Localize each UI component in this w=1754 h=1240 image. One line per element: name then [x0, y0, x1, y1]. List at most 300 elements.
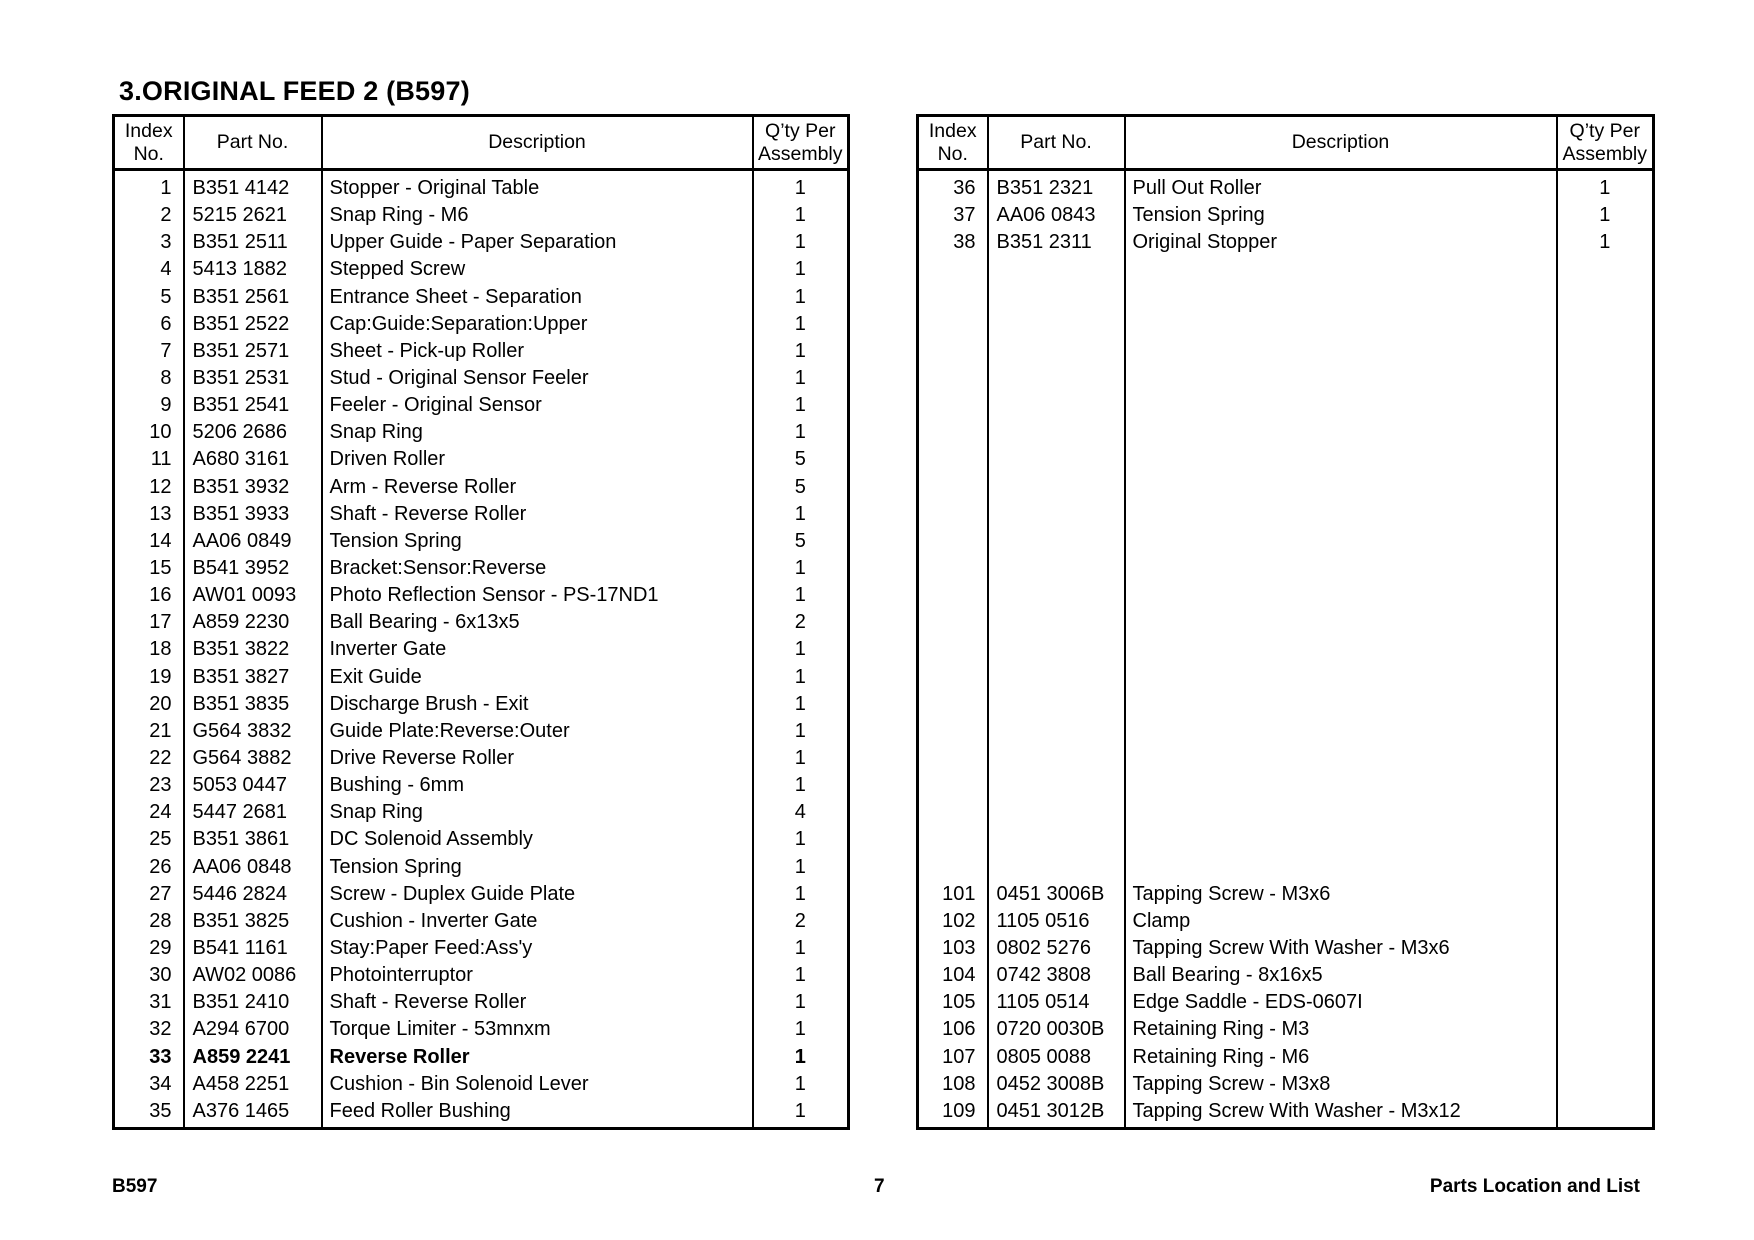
cell-index	[918, 718, 988, 745]
cell-qty: 1	[794, 665, 806, 688]
cell-description: DC Solenoid Assembly	[322, 826, 753, 853]
cell-description	[1125, 256, 1557, 283]
table-row	[918, 392, 1654, 419]
cell-description: Feeler - Original Sensor	[322, 392, 753, 419]
table-row	[114, 691, 849, 718]
header-index: Index No.	[114, 116, 184, 170]
table-row	[114, 609, 849, 636]
cell-description: Shaft - Reverse Roller	[322, 989, 753, 1016]
cell-description: Retaining Ring - M3	[1125, 1016, 1557, 1043]
cell-part-no: 0451 3012B	[988, 1098, 1125, 1129]
table-row	[114, 826, 849, 853]
table-row	[918, 229, 1654, 256]
cell-description	[1125, 745, 1557, 772]
cell-part-no	[988, 419, 1125, 446]
cell-part-no: B351 3827	[184, 664, 322, 691]
cell-index: 104	[918, 962, 988, 989]
cell-description	[1125, 609, 1557, 636]
cell-qty	[1557, 989, 1654, 1016]
cell-index: 33	[114, 1044, 184, 1071]
cell-index: 11	[114, 446, 184, 473]
cell-qty: 1	[794, 204, 806, 227]
cell-qty: 1	[794, 774, 806, 797]
cell-part-no: 5447 2681	[184, 799, 322, 826]
cell-index: 8	[114, 365, 184, 392]
cell-qty: 1	[794, 1045, 806, 1068]
cell-qty	[1557, 1098, 1654, 1129]
cell-qty: 1	[794, 855, 806, 878]
cell-part-no: B351 2522	[184, 311, 322, 338]
cell-description: Cushion - Bin Solenoid Lever	[322, 1071, 753, 1098]
cell-qty	[1557, 772, 1654, 799]
cell-index: 10	[114, 419, 184, 446]
cell-qty	[1557, 338, 1654, 365]
cell-qty	[1557, 908, 1654, 935]
cell-part-no	[988, 365, 1125, 392]
table-row	[114, 501, 849, 528]
page-title: 3.ORIGINAL FEED 2 (B597)	[119, 76, 470, 106]
cell-qty: 1	[794, 312, 806, 335]
cell-index	[918, 365, 988, 392]
footer-model: B597	[112, 1176, 158, 1197]
cell-index	[918, 338, 988, 365]
cell-qty	[1557, 392, 1654, 419]
cell-part-no	[988, 609, 1125, 636]
cell-description	[1125, 365, 1557, 392]
cell-qty	[1557, 935, 1654, 962]
cell-qty: 2	[794, 611, 806, 634]
cell-part-no: AA06 0849	[184, 528, 322, 555]
table-row	[114, 528, 849, 555]
table-row	[114, 772, 849, 799]
cell-description	[1125, 555, 1557, 582]
table-row	[918, 826, 1654, 853]
table-row	[918, 609, 1654, 636]
table-row	[918, 419, 1654, 446]
cell-part-no	[988, 772, 1125, 799]
table-row	[114, 419, 849, 446]
cell-qty: 5	[794, 529, 806, 552]
cell-part-no: B351 2321	[988, 170, 1125, 203]
cell-index: 32	[114, 1016, 184, 1043]
cell-part-no: B351 3822	[184, 636, 322, 663]
table-row	[114, 881, 849, 908]
cell-index: 35	[114, 1098, 184, 1129]
cell-part-no: B541 1161	[184, 935, 322, 962]
cell-index: 5	[114, 284, 184, 311]
cell-index: 21	[114, 718, 184, 745]
table-row	[918, 1071, 1654, 1098]
cell-index: 103	[918, 935, 988, 962]
table-row	[918, 501, 1654, 528]
cell-description: Screw - Duplex Guide Plate	[322, 881, 753, 908]
cell-description: Upper Guide - Paper Separation	[322, 229, 753, 256]
cell-index: 18	[114, 636, 184, 663]
cell-index	[918, 501, 988, 528]
cell-qty	[1557, 854, 1654, 881]
cell-part-no: B351 3932	[184, 474, 322, 501]
header-description: Description	[322, 116, 753, 170]
cell-qty: 1	[794, 692, 806, 715]
cell-qty	[1557, 419, 1654, 446]
cell-part-no: 1105 0514	[988, 989, 1125, 1016]
cell-qty	[1557, 365, 1654, 392]
cell-description: Snap Ring	[322, 799, 753, 826]
table-row	[918, 256, 1654, 283]
table-row	[918, 582, 1654, 609]
cell-part-no: 0452 3008B	[988, 1071, 1125, 1098]
cell-index: 4	[114, 256, 184, 283]
cell-description	[1125, 338, 1557, 365]
table-row	[918, 1098, 1654, 1129]
cell-index	[918, 826, 988, 853]
cell-part-no: 0720 0030B	[988, 1016, 1125, 1043]
cell-part-no: 1105 0516	[988, 908, 1125, 935]
cell-qty: 1	[794, 584, 806, 607]
table-row	[918, 989, 1654, 1016]
cell-part-no	[988, 582, 1125, 609]
table-row	[918, 962, 1654, 989]
cell-index	[918, 691, 988, 718]
cell-part-no: AA06 0843	[988, 202, 1125, 229]
cell-qty	[1557, 636, 1654, 663]
cell-qty	[1557, 718, 1654, 745]
cell-qty	[1557, 555, 1654, 582]
cell-part-no: B351 2531	[184, 365, 322, 392]
cell-description: Guide Plate:Reverse:Outer	[322, 718, 753, 745]
table-row	[918, 718, 1654, 745]
cell-index: 101	[918, 881, 988, 908]
cell-part-no: 5413 1882	[184, 256, 322, 283]
cell-part-no: B351 2561	[184, 284, 322, 311]
cell-description: Cap:Guide:Separation:Upper	[322, 311, 753, 338]
cell-index: 38	[918, 229, 988, 256]
cell-description: Original Stopper	[1125, 229, 1557, 256]
cell-index	[918, 419, 988, 446]
cell-part-no: 5206 2686	[184, 419, 322, 446]
cell-description	[1125, 311, 1557, 338]
cell-description	[1125, 419, 1557, 446]
cell-qty: 1	[794, 394, 806, 417]
cell-index	[918, 609, 988, 636]
table-row	[114, 555, 849, 582]
cell-qty	[1557, 284, 1654, 311]
table-row	[918, 284, 1654, 311]
cell-description	[1125, 826, 1557, 853]
cell-qty: 1	[794, 1018, 806, 1041]
table-row	[114, 365, 849, 392]
cell-description: Bushing - 6mm	[322, 772, 753, 799]
cell-qty: 1	[1599, 177, 1611, 200]
cell-part-no: AW01 0093	[184, 582, 322, 609]
table-row	[114, 1071, 849, 1098]
cell-index	[918, 474, 988, 501]
cell-part-no: A376 1465	[184, 1098, 322, 1129]
cell-index: 14	[114, 528, 184, 555]
table-row	[918, 935, 1654, 962]
cell-part-no: B351 3861	[184, 826, 322, 853]
cell-qty: 1	[794, 638, 806, 661]
cell-description: Tapping Screw - M3x6	[1125, 881, 1557, 908]
cell-index	[918, 284, 988, 311]
table-row	[918, 202, 1654, 229]
cell-index	[918, 745, 988, 772]
cell-description	[1125, 799, 1557, 826]
cell-index: 34	[114, 1071, 184, 1098]
cell-description	[1125, 636, 1557, 663]
cell-part-no	[988, 392, 1125, 419]
table-row	[918, 664, 1654, 691]
cell-index: 19	[114, 664, 184, 691]
cell-part-no: B351 2571	[184, 338, 322, 365]
parts-table-right	[916, 114, 1655, 1130]
cell-description: Torque Limiter - 53mnxm	[322, 1016, 753, 1043]
cell-description: Driven Roller	[322, 446, 753, 473]
table-row	[918, 854, 1654, 881]
cell-index: 24	[114, 799, 184, 826]
cell-description: Stopper - Original Table	[322, 170, 753, 203]
table-row	[114, 392, 849, 419]
cell-part-no: 0451 3006B	[988, 881, 1125, 908]
cell-qty	[1557, 1016, 1654, 1043]
cell-description	[1125, 582, 1557, 609]
cell-description: Feed Roller Bushing	[322, 1098, 753, 1129]
cell-index: 109	[918, 1098, 988, 1129]
cell-index: 20	[114, 691, 184, 718]
cell-qty: 1	[794, 882, 806, 905]
cell-part-no	[988, 718, 1125, 745]
cell-index: 13	[114, 501, 184, 528]
cell-part-no: 5215 2621	[184, 202, 322, 229]
cell-description	[1125, 528, 1557, 555]
table-row	[918, 636, 1654, 663]
cell-description	[1125, 446, 1557, 473]
cell-description: Tapping Screw - M3x8	[1125, 1071, 1557, 1098]
table-row	[918, 799, 1654, 826]
parts-table-body	[918, 170, 1654, 1129]
cell-index	[918, 528, 988, 555]
table-row	[114, 170, 849, 203]
cell-description	[1125, 664, 1557, 691]
table-row	[114, 745, 849, 772]
cell-part-no: B351 4142	[184, 170, 322, 203]
cell-part-no	[988, 528, 1125, 555]
table-row	[918, 170, 1654, 203]
cell-qty	[1557, 664, 1654, 691]
cell-part-no	[988, 799, 1125, 826]
cell-qty	[1557, 745, 1654, 772]
table-row	[114, 1044, 849, 1071]
header-qty: Q’ty Per Assembly	[753, 116, 849, 170]
cell-qty: 1	[794, 828, 806, 851]
table-row	[114, 935, 849, 962]
table-row	[114, 718, 849, 745]
cell-description: Shaft - Reverse Roller	[322, 501, 753, 528]
cell-index: 107	[918, 1044, 988, 1071]
cell-index: 29	[114, 935, 184, 962]
footer-section: Parts Location and List	[1429, 1176, 1640, 1197]
cell-index	[918, 311, 988, 338]
table-row	[918, 311, 1654, 338]
cell-index	[918, 854, 988, 881]
cell-description: Drive Reverse Roller	[322, 745, 753, 772]
cell-index: 26	[114, 854, 184, 881]
cell-index	[918, 392, 988, 419]
cell-qty	[1557, 881, 1654, 908]
cell-part-no: G564 3882	[184, 745, 322, 772]
table-row	[114, 311, 849, 338]
cell-part-no: 5446 2824	[184, 881, 322, 908]
cell-description: Snap Ring - M6	[322, 202, 753, 229]
cell-index: 106	[918, 1016, 988, 1043]
table-row	[114, 664, 849, 691]
cell-part-no: B351 2311	[988, 229, 1125, 256]
cell-description: Entrance Sheet - Separation	[322, 284, 753, 311]
cell-part-no	[988, 854, 1125, 881]
cell-qty	[1557, 311, 1654, 338]
cell-qty: 1	[794, 1099, 806, 1122]
cell-part-no: AW02 0086	[184, 962, 322, 989]
cell-description	[1125, 718, 1557, 745]
cell-qty	[1557, 474, 1654, 501]
cell-description	[1125, 854, 1557, 881]
cell-index: 105	[918, 989, 988, 1016]
cell-qty	[1557, 962, 1654, 989]
cell-qty	[1557, 446, 1654, 473]
table-row	[114, 1016, 849, 1043]
cell-description: Photointerruptor	[322, 962, 753, 989]
cell-qty: 4	[794, 801, 806, 824]
table-row	[918, 772, 1654, 799]
table-row	[114, 799, 849, 826]
cell-index: 17	[114, 609, 184, 636]
table-row	[114, 908, 849, 935]
cell-qty	[1557, 501, 1654, 528]
cell-part-no: B351 3825	[184, 908, 322, 935]
table-row	[918, 528, 1654, 555]
table-header-row	[114, 116, 849, 170]
cell-qty: 2	[794, 909, 806, 932]
cell-index: 23	[114, 772, 184, 799]
cell-part-no: AA06 0848	[184, 854, 322, 881]
cell-description: Stud - Original Sensor Feeler	[322, 365, 753, 392]
cell-part-no	[988, 826, 1125, 853]
cell-qty: 1	[1599, 204, 1611, 227]
cell-description	[1125, 284, 1557, 311]
cell-qty	[1557, 609, 1654, 636]
table-row	[918, 881, 1654, 908]
cell-qty: 1	[794, 719, 806, 742]
cell-description: Stay:Paper Feed:Ass'y	[322, 935, 753, 962]
cell-qty	[1557, 691, 1654, 718]
cell-qty: 1	[794, 991, 806, 1014]
cell-index: 9	[114, 392, 184, 419]
footer-page-number: 7	[874, 1176, 885, 1197]
cell-part-no: A859 2241	[184, 1044, 322, 1071]
cell-part-no: 5053 0447	[184, 772, 322, 799]
cell-index	[918, 256, 988, 283]
cell-description: Stepped Screw	[322, 256, 753, 283]
cell-part-no	[988, 311, 1125, 338]
table-row	[114, 229, 849, 256]
table-row	[918, 908, 1654, 935]
cell-qty: 1	[794, 421, 806, 444]
cell-qty	[1557, 826, 1654, 853]
cell-index: 27	[114, 881, 184, 908]
cell-qty: 1	[794, 231, 806, 254]
cell-part-no	[988, 474, 1125, 501]
cell-index: 31	[114, 989, 184, 1016]
cell-qty: 1	[794, 937, 806, 959]
cell-part-no	[988, 446, 1125, 473]
cell-description: Ball Bearing - 6x13x5	[322, 609, 753, 636]
table-row	[114, 989, 849, 1016]
cell-part-no	[988, 691, 1125, 718]
table-row	[918, 1044, 1654, 1071]
cell-description: Retaining Ring - M6	[1125, 1044, 1557, 1071]
cell-description	[1125, 691, 1557, 718]
cell-index: 36	[918, 170, 988, 203]
cell-index	[918, 555, 988, 582]
cell-part-no: A458 2251	[184, 1071, 322, 1098]
cell-index	[918, 772, 988, 799]
cell-index: 16	[114, 582, 184, 609]
header-qty: Q’ty Per Assembly	[1557, 116, 1654, 170]
cell-description: Tapping Screw With Washer - M3x6	[1125, 935, 1557, 962]
cell-index: 15	[114, 555, 184, 582]
cell-qty	[1557, 1044, 1654, 1071]
cell-description: Bracket:Sensor:Reverse	[322, 555, 753, 582]
cell-part-no: B351 3835	[184, 691, 322, 718]
cell-qty	[1557, 528, 1654, 555]
table-row	[114, 256, 849, 283]
cell-description	[1125, 501, 1557, 528]
cell-qty: 5	[794, 448, 806, 471]
cell-qty: 1	[794, 258, 806, 281]
cell-description: Tension Spring	[322, 528, 753, 555]
cell-part-no: G564 3832	[184, 718, 322, 745]
cell-description: Tension Spring	[322, 854, 753, 881]
table-row	[918, 446, 1654, 473]
cell-description: Photo Reflection Sensor - PS-17ND1	[322, 582, 753, 609]
cell-index: 30	[114, 962, 184, 989]
cell-qty: 1	[794, 339, 806, 362]
cell-description	[1125, 392, 1557, 419]
table-row	[114, 636, 849, 663]
cell-description: Arm - Reverse Roller	[322, 474, 753, 501]
cell-description	[1125, 474, 1557, 501]
table-row	[918, 338, 1654, 365]
cell-qty: 1	[794, 747, 806, 770]
cell-index: 1	[114, 170, 184, 203]
cell-part-no: B351 2511	[184, 229, 322, 256]
cell-part-no	[988, 284, 1125, 311]
cell-description: Cushion - Inverter Gate	[322, 908, 753, 935]
table-row	[918, 365, 1654, 392]
cell-index	[918, 582, 988, 609]
table-row	[114, 962, 849, 989]
table-row	[918, 691, 1654, 718]
header-description: Description	[1125, 116, 1557, 170]
cell-qty	[1557, 582, 1654, 609]
table-row	[114, 202, 849, 229]
cell-index: 12	[114, 474, 184, 501]
table-row	[114, 446, 849, 473]
header-part-no: Part No.	[184, 116, 322, 170]
cell-description: Tapping Screw With Washer - M3x12	[1125, 1098, 1557, 1129]
cell-description: Inverter Gate	[322, 636, 753, 663]
cell-description: Pull Out Roller	[1125, 170, 1557, 203]
